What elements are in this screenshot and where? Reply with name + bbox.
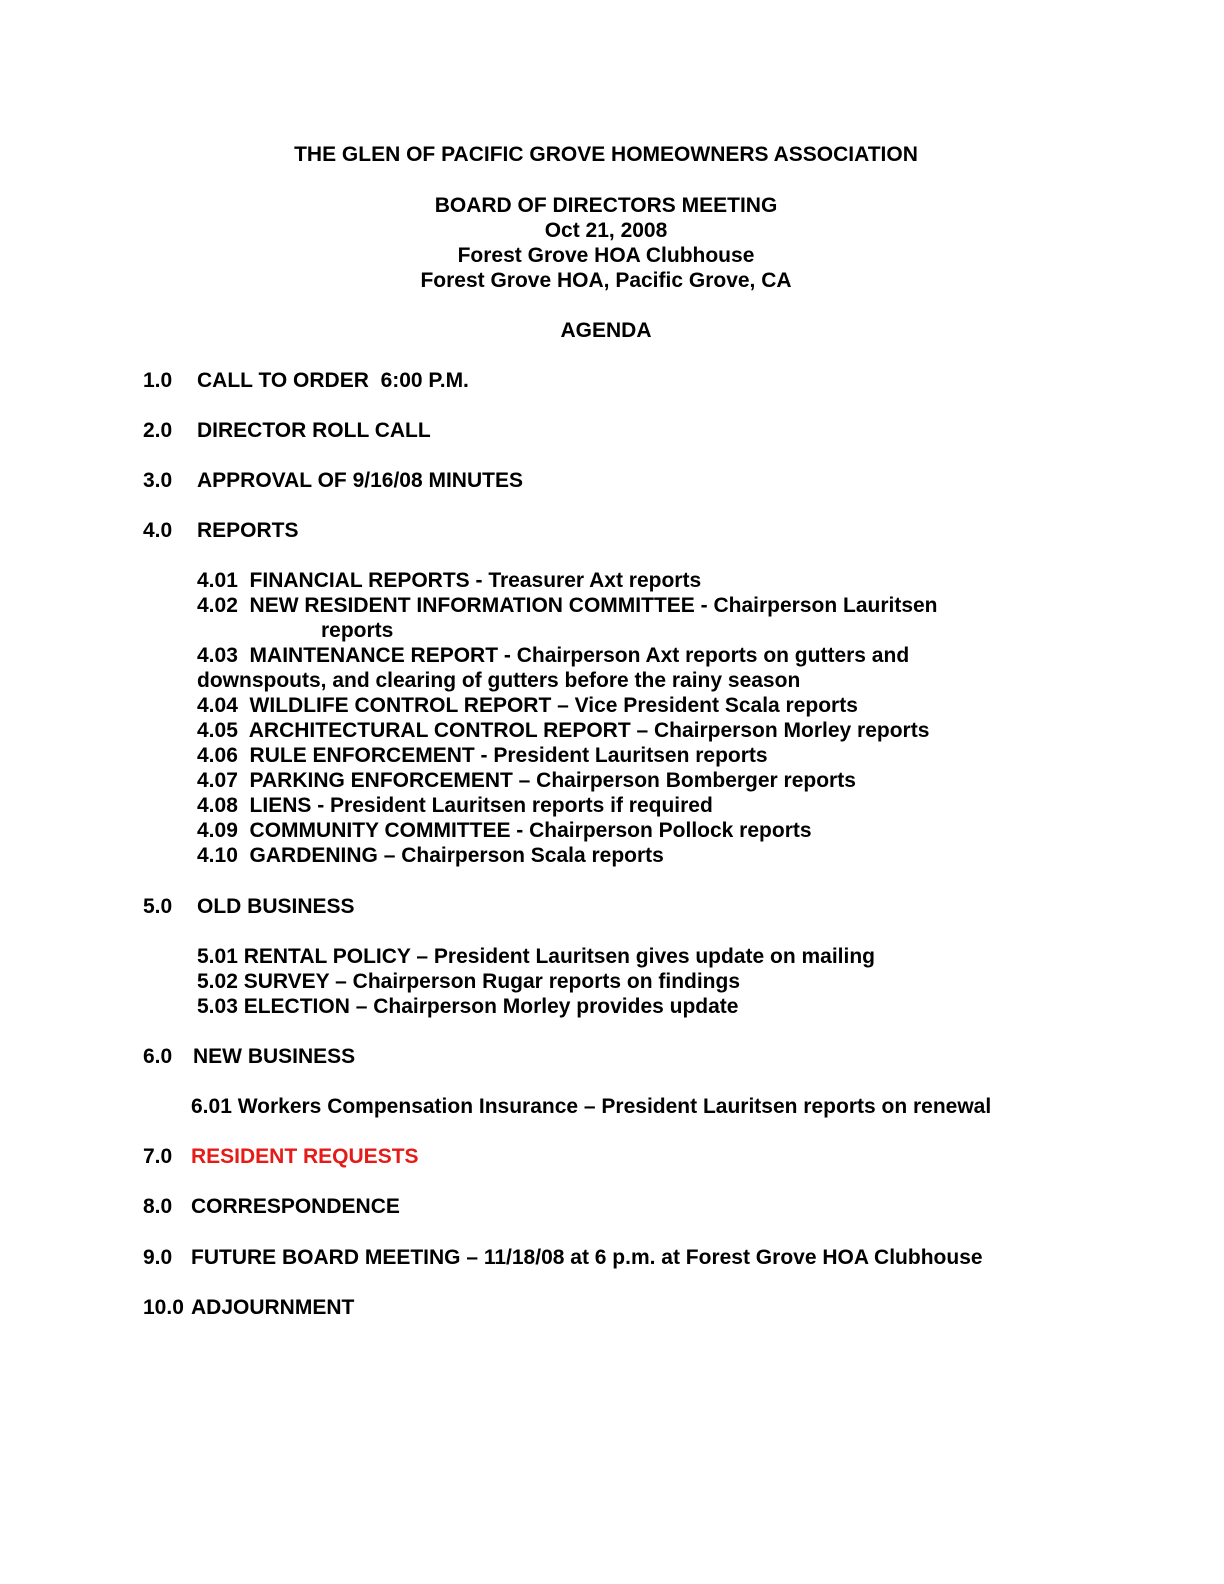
old-business-item: 5.01 RENTAL POLICY – President Lauritsen gives update on mailing xyxy=(197,945,875,968)
report-item: 4.02 NEW RESIDENT INFORMATION COMMITTEE - Chairperson Lauritsen xyxy=(197,594,938,617)
report-item: 4.03 MAINTENANCE REPORT - Chairperson Axt reports on gutters and xyxy=(197,644,910,667)
item-number: 2.0 xyxy=(143,419,173,442)
item-text: REPORTS xyxy=(197,519,299,542)
item-number: 7.0 xyxy=(143,1145,173,1168)
item-number: 6.0 xyxy=(143,1045,173,1068)
item-number: 9.0 xyxy=(143,1246,173,1269)
meeting-venue: Forest Grove HOA Clubhouse xyxy=(457,244,755,267)
item-text: ADJOURNMENT xyxy=(191,1296,355,1319)
item-number: 10.0 xyxy=(143,1296,184,1319)
report-item: 4.10 GARDENING – Chairperson Scala reports xyxy=(197,844,664,867)
item-number: 8.0 xyxy=(143,1195,173,1218)
agenda-title: AGENDA xyxy=(560,319,652,342)
item-number: 3.0 xyxy=(143,469,173,492)
item-number: 5.0 xyxy=(143,895,173,918)
report-item: 4.05 ARCHITECTURAL CONTROL REPORT – Chairperson Morley reports xyxy=(197,719,930,742)
item-text-highlighted: RESIDENT REQUESTS xyxy=(191,1145,419,1168)
report-item-continuation: downspouts, and clearing of gutters before the rainy season xyxy=(197,669,801,692)
meeting-date: Oct 21, 2008 xyxy=(544,219,668,242)
report-item-continuation: reports xyxy=(321,619,394,642)
item-number: 4.0 xyxy=(143,519,173,542)
report-item: 4.06 RULE ENFORCEMENT - President Lauritsen reports xyxy=(197,744,768,767)
item-text: NEW BUSINESS xyxy=(193,1045,356,1068)
item-text: APPROVAL OF 9/16/08 MINUTES xyxy=(197,469,523,492)
item-number: 1.0 xyxy=(143,369,173,392)
item-text: CORRESPONDENCE xyxy=(191,1195,400,1218)
item-text: DIRECTOR ROLL CALL xyxy=(197,419,431,442)
item-text: CALL TO ORDER 6:00 P.M. xyxy=(197,369,469,392)
old-business-item: 5.02 SURVEY – Chairperson Rugar reports on findings xyxy=(197,970,741,993)
report-item: 4.07 PARKING ENFORCEMENT – Chairperson Bomberger reports xyxy=(197,769,856,792)
new-business-item: 6.01 Workers Compensation Insurance – President Lauritsen reports on renewal xyxy=(191,1095,992,1118)
old-business-item: 5.03 ELECTION – Chairperson Morley provides update xyxy=(197,995,739,1018)
report-item: 4.08 LIENS - President Lauritsen reports if required xyxy=(197,794,713,817)
meeting-title: BOARD OF DIRECTORS MEETING xyxy=(434,194,778,217)
report-item: 4.09 COMMUNITY COMMITTEE - Chairperson Pollock reports xyxy=(197,819,812,842)
meeting-location: Forest Grove HOA, Pacific Grove, CA xyxy=(420,269,792,292)
report-item: 4.01 FINANCIAL REPORTS - Treasurer Axt reports xyxy=(197,569,702,592)
item-text: FUTURE BOARD MEETING – 11/18/08 at 6 p.m. at Forest Grove HOA Clubhouse xyxy=(191,1246,983,1269)
item-text: OLD BUSINESS xyxy=(197,895,355,918)
report-item: 4.04 WILDLIFE CONTROL REPORT – Vice President Scala reports xyxy=(197,694,858,717)
association-name: THE GLEN OF PACIFIC GROVE HOMEOWNERS ASSOCIATION xyxy=(294,143,918,166)
